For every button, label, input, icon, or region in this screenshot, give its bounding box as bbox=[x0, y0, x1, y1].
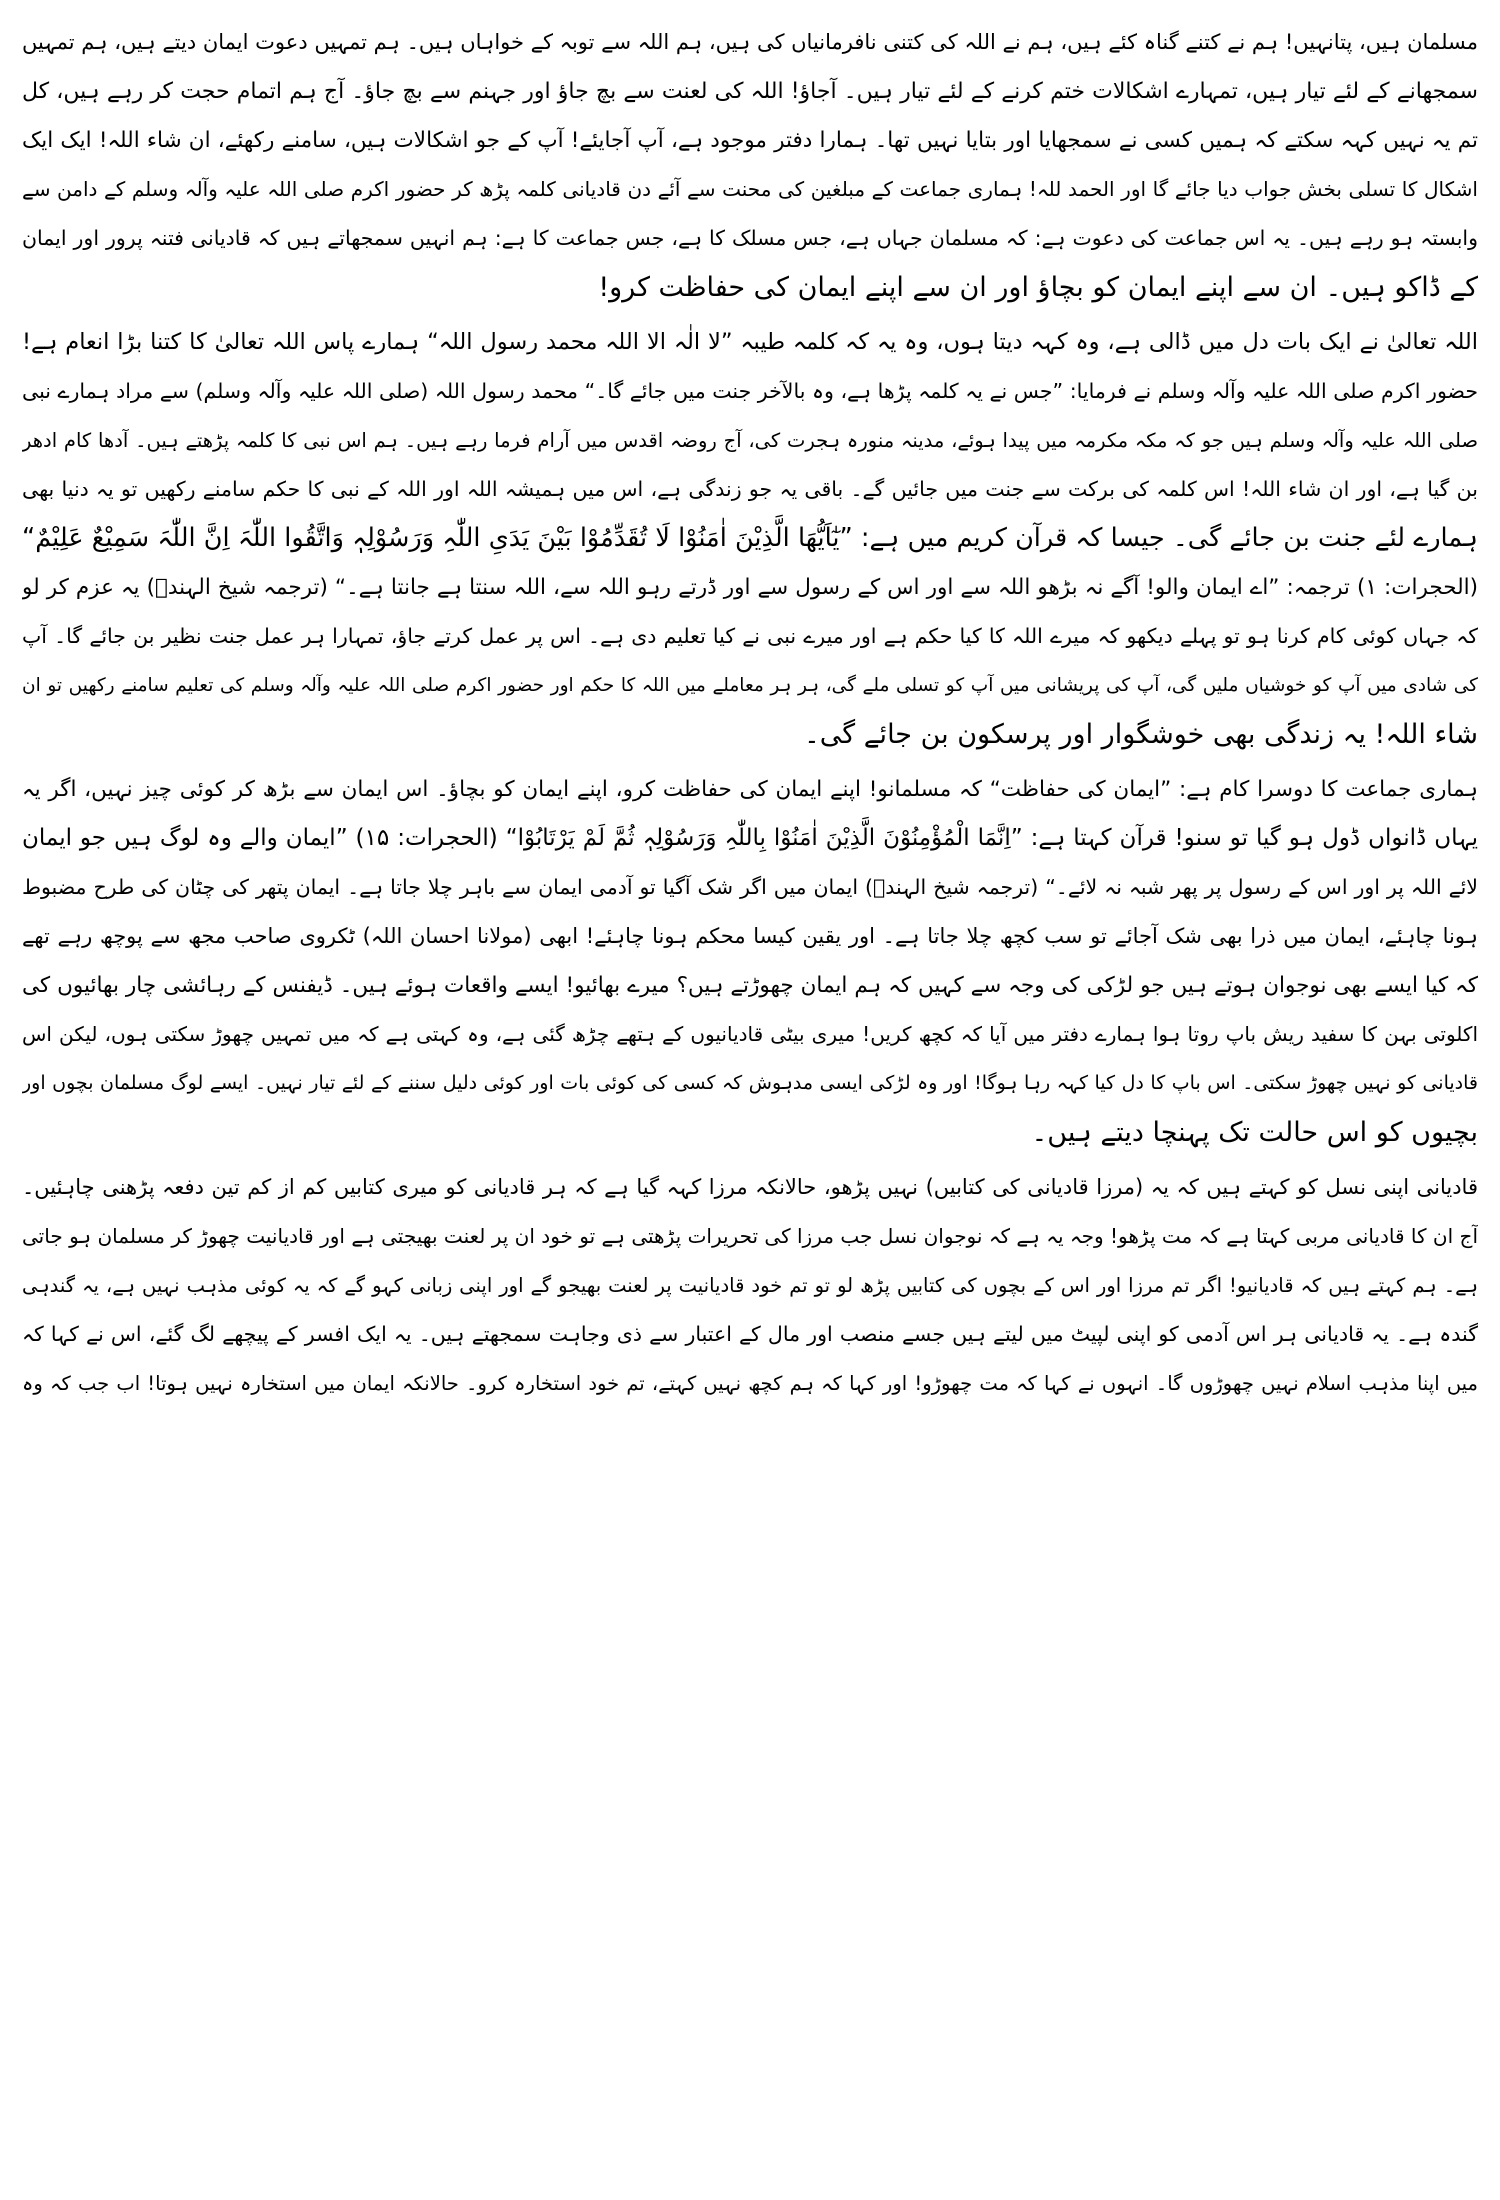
text-line: وابستہ ہو رہے ہیں۔ یہ اس جماعت کی دعوت ہے: کہ مسلمان جہاں ہے، جس مسلک کا ہے، جس جماعت کا ہے: ہم انہیں سمجھاتے ہیں کہ قادیانی فتنہ پرور اور ایمان bbox=[22, 226, 1478, 250]
text-line: یہاں ڈانواں ڈول ہو گیا تو سنو! قرآن کہتا ہے: ”اِنَّمَا الْمُؤْمِنُوْنَ الَّذِیْنَ اٰمَنُوْا بِاللّٰہِ وَرَسُوْلِہٖ ثُمَّ لَمْ یَرْتَابُوْا“ (الحجرات: ۱۵) ”ایمان والے وہ لوگ ہیں جو ایمان bbox=[22, 825, 1478, 851]
text-line: ہمارے لئے جنت بن جائے گی۔ جیسا کہ قرآن کریم میں ہے: ”یٰٓاَیُّھَا الَّذِیْنَ اٰمَنُوْا لَا تُقَدِّمُوْا بَیْنَ یَدَیِ اللّٰہِ وَرَسُوْلِہٖ وَاتَّقُوا اللّٰہَ اِنَّ اللّٰہَ سَمِیْعٌ عَلِیْمٌ“ bbox=[22, 523, 1478, 553]
text-line: صلی اللہ علیہ وآلہ وسلم ہیں جو کہ مکہ مکرمہ میں پیدا ہوئے، مدینہ منورہ ہجرت کی، آج روضہ اقدس میں آرام فرما رہے ہیں۔ ہم اس نبی کا کلمہ پڑھتے ہیں۔ آدھا کام ادھر bbox=[22, 429, 1478, 452]
text-line: بن گیا ہے، اور ان شاء اللہ! اس کلمہ کی برکت سے جنت میں جائیں گے۔ باقی یہ جو زندگی ہے، اس میں ہمیشہ اللہ اور اللہ کے نبی کا حکم سامنے رکھیں تو یہ دنیا بھی bbox=[22, 477, 1478, 501]
text-line: کے ڈاکو ہیں۔ ان سے اپنے ایمان کو بچاؤ اور ان سے اپنے ایمان کی حفاظت کرو! bbox=[598, 272, 1478, 303]
text-line: تم یہ نہیں کہہ سکتے کہ ہمیں کسی نے سمجھایا اور بتایا نہیں تھا۔ ہمارا دفتر موجود ہے، آپ آجایئے! آپ کے جو اشکالات ہیں، سامنے رکھئے، ان شاء اللہ! ایک ایک bbox=[22, 128, 1478, 153]
text-line: مسلمان ہیں، پتانہیں! ہم نے کتنے گناہ کئے ہیں، ہم نے اللہ کی کتنی نافرمانیاں کی ہیں، ہم اللہ سے توبہ کے خواہاں ہیں۔ ہم تمہیں دعوت ایمان دیتے ہیں، ہم تمہیں bbox=[22, 30, 1478, 54]
text-line: میں اپنا مذہب اسلام نہیں چھوڑوں گا۔ انہوں نے کہا کہ مت چھوڑو! اور کہا کہ ہم کچھ نہیں کہتے، تم خود استخارہ کرو۔ حالانکہ ایمان میں استخارہ نہیں ہوتا! اب جب کہ وہ bbox=[22, 1372, 1478, 1395]
text-line: ہے۔ ہم کہتے ہیں کہ قادیانیو! اگر تم مرزا اور اس کے بچوں کی کتابیں پڑھ لو تو تم خود قادیانیت پر لعنت بھیجو گے اور اپنی زبانی کہو گے کہ یہ کوئی مذہب نہیں ہے، یہ گندہی bbox=[22, 1274, 1478, 1297]
text-line: ہونا چاہئے، ایمان میں ذرا بھی شک آجائے تو سب کچھ چلا جاتا ہے۔ اور یقین کیسا محکم ہونا چاہئے! ابھی (مولانا احسان اللہ) ٹکروی صاحب مجھ سے پوچھ رہے تھے bbox=[22, 924, 1478, 948]
text-line: حضور اکرم صلی اللہ علیہ وآلہ وسلم نے فرمایا: ”جس نے یہ کلمہ پڑھا ہے، وہ بالآخر جنت میں جائے گا۔“ محمد رسول اللہ (صلی اللہ علیہ وآلہ وسلم) سے مراد ہمارے نبی bbox=[22, 379, 1478, 403]
text-line: اشکال کا تسلی بخش جواب دیا جائے گا اور الحمد للہ! ہماری جماعت کے مبلغین کی محنت سے آئے دن قادیانی کلمہ پڑھ کر حضور اکرم صلی اللہ علیہ وآلہ وسلم کے دامن سے bbox=[22, 177, 1478, 201]
text-line: اکلوتی بہن کا سفید ریش باپ روتا ہوا ہمارے دفتر میں آیا کہ کچھ کریں! میری بیٹی قادیانیوں کے ہتھے چڑھ گئی ہے، وہ کہتی ہے کہ میں تمہیں چھوڑ سکتی ہوں، لیکن اس bbox=[22, 1022, 1478, 1046]
paragraph-1 bbox=[22, 18, 1478, 312]
text-line: لائے اللہ پر اور اس کے رسول پر پھر شبہ نہ لائے۔“ (ترجمہ شیخ الہندؒ) ایمان میں اگر شک آگیا تو آدمی ایمان سے باہر چلا جاتا ہے۔ ایمان پتھر کی چٹان کی طرح مضبوط bbox=[22, 875, 1478, 899]
text-line: قادیانی اپنی نسل کو کہتے ہیں کہ یہ (مرزا قادیانی کی کتابیں) نہیں پڑھو، حالانکہ مرزا کہہ گیا ہے کہ ہر قادیانی کو میری کتابیں کم از کم تین دفعہ پڑھنی چاہئیں۔ bbox=[22, 1175, 1478, 1199]
text-line: آج ان کا قادیانی مربی کہتا ہے کہ مت پڑھو! وجہ یہ ہے کہ نوجوان نسل جب مرزا کی تحریرات پڑھتی ہے تو خود ان پر لعنت بھیجتی ہے اور قادیانیت چھوڑ کر مسلمان ہو جاتی bbox=[22, 1224, 1478, 1248]
text-line: اللہ تعالیٰ نے ایک بات دل میں ڈالی ہے، وہ کہہ دیتا ہوں، وہ یہ کہ کلمہ طیبہ ”لا الٰہ الا اللہ محمد رسول اللہ“ ہمارے پاس اللہ تعالیٰ کا کتنا بڑا انعام ہے! bbox=[22, 329, 1478, 355]
text-line: کی شادی میں آپ کو خوشیاں ملیں گی، آپ کی پریشانی میں آپ کو تسلی ملے گی، ہر ہر معاملے میں اللہ کا حکم اور حضور اکرم صلی اللہ علیہ وآلہ وسلم کی تعلیم سامنے رکھیں تو ان bbox=[22, 675, 1478, 696]
text-line: بچیوں کو اس حالت تک پہنچا دیتے ہیں۔ bbox=[1031, 1117, 1478, 1148]
text-line: کہ جہاں کوئی کام کرنا ہو تو پہلے دیکھو کہ میرے اللہ کا کیا حکم ہے اور میرے نبی نے کیا تعلیم دی ہے۔ اس پر عمل کرتے جاؤ، تمہارا ہر عمل جنت نظیر بن جائے گا۔ آپ bbox=[22, 624, 1478, 648]
text-line: قادیانی کو نہیں چھوڑ سکتی۔ اس باپ کا دل کیا کہہ رہا ہوگا! اور وہ لڑکی ایسی مدہوش کہ کسی کی کوئی بات اور کوئی دلیل سننے کے لئے تیار نہیں۔ ایسے لوگ مسلمان بچوں اور bbox=[22, 1072, 1478, 1094]
text-line: شاء اللہ! یہ زندگی بھی خوشگوار اور پرسکون بن جائے گی۔ bbox=[803, 719, 1478, 750]
text-line: (الحجرات: ۱) ترجمہ: ”اے ایمان والو! آگے نہ بڑھو اللہ سے اور اس کے رسول سے اور ڈرتے رہو اللہ سے، اللہ سنتا ہے جانتا ہے۔“ (ترجمہ شیخ الہندؒ) یہ عزم کر لو bbox=[22, 575, 1478, 600]
text-line: سمجھانے کے لئے تیار ہیں، تمہارے اشکالات ختم کرنے کے لئے تیار ہیں۔ آجاؤ! اللہ کی لعنت سے بچ جاؤ اور جہنم سے بچ جاؤ۔ آج ہم اتمام حجت کر رہے ہیں، کل bbox=[22, 79, 1478, 104]
text-line: گندہ ہے۔ یہ قادیانی ہر اس آدمی کو اپنی لپیٹ میں لیتے ہیں جسے منصب اور مال کے اعتبار سے ذی وجاہت سمجھتے ہیں۔ یہ ایک افسر کے پیچھے لگ گئے، اس نے کہا کہ bbox=[22, 1322, 1478, 1346]
text-line: کہ کیا ایسے بھی نوجوان ہوتے ہیں جو لڑکی کی وجہ سے کہیں کہ ہم ایمان چھوڑتے ہیں؟ میرے بھائیو! ایسے واقعات ہوئے ہیں۔ ڈیفنس کے رہائشی چار بھائیوں کی bbox=[22, 973, 1478, 998]
paragraph-4 bbox=[22, 1163, 1478, 1408]
paragraph-2 bbox=[22, 318, 1478, 759]
text-line: ہماری جماعت کا دوسرا کام ہے: ”ایمان کی حفاظت“ کہ مسلمانو! اپنے ایمان کی حفاظت کرو، اپنے ایمان کو بچاؤ۔ اس ایمان سے بڑھ کر کوئی چیز نہیں، اگر یہ bbox=[22, 777, 1478, 802]
paragraph-3 bbox=[22, 765, 1478, 1157]
